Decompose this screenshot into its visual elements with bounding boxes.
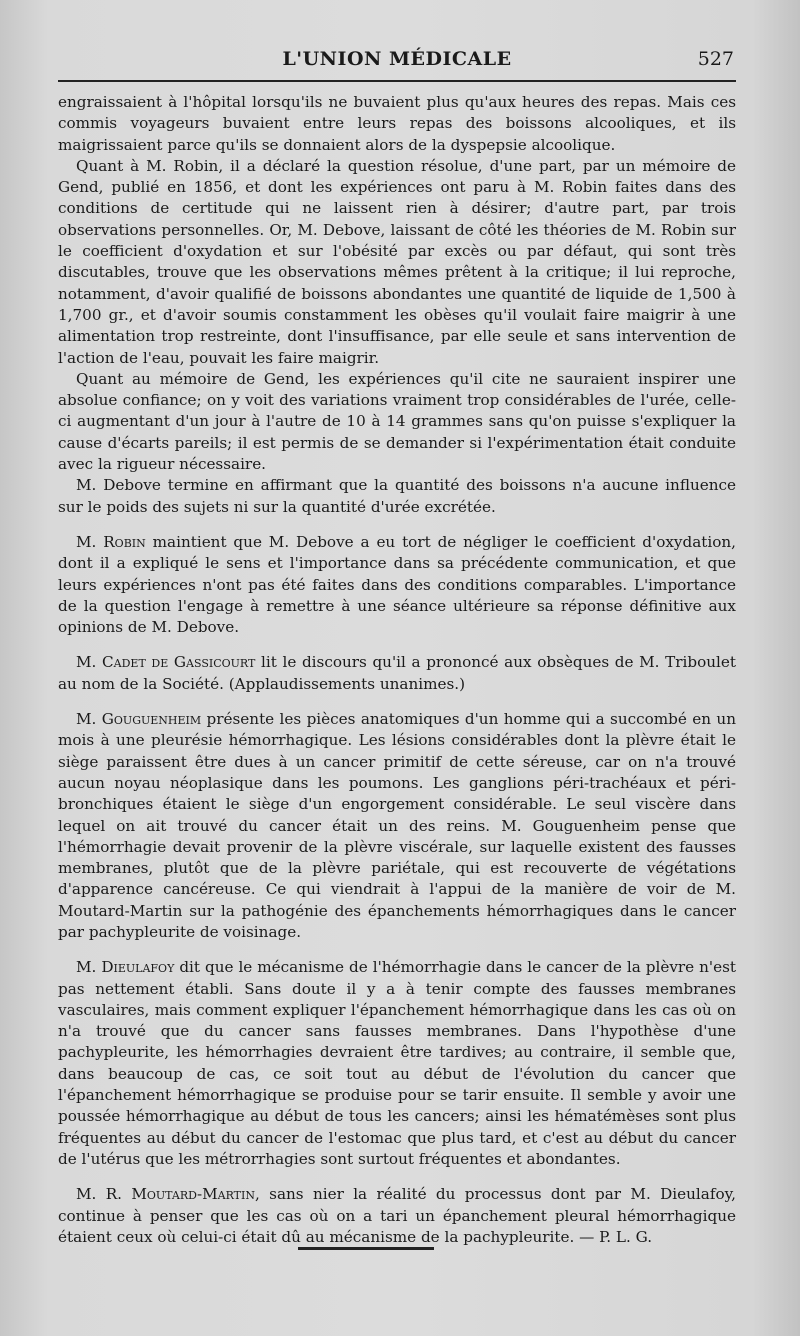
- paragraph-text: présente les pièces anatomiques d'un homme qui a succombé en un mois à une pleurésie hémorrhagique. Les lésions considérables dont la plèvre était le siège paraissent être dues à un cancer primitif de cette séreuse, car on n'a trouvé aucun noyau néoplasique dans les poumons. Les ganglions péri-trachéaux et péri-bronchiques étaient le siège d'un engorgement considérable. Le seul viscère dans lequel on ait trouvé du cancer était un des reins. M. Gouguenheim pense que l'hémorrhagie devait provenir de la plèvre viscérale, sur laquelle existent des fausses membranes, plutôt que de la plèvre pariétale, qui est recouverte de végétations d'apparence cancéreuse. Ce qui viendrait à l'appui de la manière de voir de M. Moutard-Martin sur la pathogénie des épanchements hémorrhagiques dans le cancer par pachypleurite de voisinage.: [58, 710, 736, 941]
- honorific: M.: [76, 710, 102, 729]
- paragraph-text: M. Debove termine en affirmant que la quantité des boissons n'a aucune influence sur le poids des sujets ni sur la quantité d'urée excrétée.: [58, 476, 736, 516]
- paragraph-2: [58, 156, 736, 369]
- paragraph-text: Quant à M. Robin, il a déclaré la question résolue, d'une part, par un mémoire de Gend, publié en 1856, et dont les expériences ont paru à M. Robin faites dans des conditions de certitude qui ne laissent rien à désirer; d'autre part, par trois observations personnelles. Or, M. Debove, laissant de côté les théories de M. Robin sur le coefficient d'oxydation et sur l'obésité par excès ou par défaut, qui sont très discutables, trouve que les observations mêmes prêtent à la critique; il lui reproche, notamment, d'avoir qualifié de boissons abondantes une quantité de liquide de 1,500 à 1,700 gr., et d'avoir soumis constamment les obèses qu'il voulait faire maigrir à une alimentation trop restreinte, dont l'insuffisance, par elle seule et sans intervention de l'action de l'eau, pouvait les faire maigrir.: [58, 156, 736, 367]
- paragraph-text: lit le discours qu'il a prononcé aux obsèques de M. Triboulet au nom de la Société. (Applaudissements unanimes.): [58, 653, 736, 693]
- honorific: M.: [76, 958, 102, 977]
- paragraph-dieulafoy: [58, 957, 736, 1170]
- paragraph-3: [58, 369, 736, 475]
- paragraph-text: Quant au mémoire de Gend, les expériences qu'il cite ne sauraient inspirer une absolue confiance; on y voit des variations vraiment trop considérables de l'urée, celle-ci augmentant d'un jour à l'autre de 10 à 14 grammes sans qu'on puisse s'expliquer la cause d'écarts pareils; il est permis de se demander si l'expérimentation était conduite avec la rigueur nécessaire.: [58, 369, 736, 474]
- running-title: L'UNION MÉDICALE: [282, 48, 512, 70]
- page-number: 527: [697, 48, 734, 70]
- paragraph-robin: [58, 532, 736, 638]
- paragraph-text: engraissaient à l'hôpital lorsqu'ils ne buvaient plus qu'aux heures des repas. Mais ces commis voyageurs buvaient entre leurs repas des boissons alcooliques, et ils maigrissaient parce qu'ils se donnaient alors de la dyspepsie alcoolique.: [58, 93, 736, 154]
- speaker-name: Dieulafoy: [101, 958, 175, 977]
- paragraph-moutard-martin: [58, 1184, 736, 1248]
- paragraph-4: [58, 475, 736, 518]
- speaker-name: Moutard-Martin: [131, 1185, 255, 1204]
- footer-rule: [298, 1247, 434, 1250]
- paragraph-text: dit que le mécanisme de l'hémorrhagie dans le cancer de la plèvre n'est pas nettement établi. Sans doute il y a à tenir compte des fausses membranes vasculaires, mais comment expliquer l'épanchement hémorrhagique dans les cas où on n'a trouvé que du cancer sans fausses membranes. Dans l'hypothèse d'une pachypleurite, les hémorrhagies devraient être tardives; au contraire, il semble que, dans beaucoup de cas, ce soit tout au début de l'évolution du cancer que l'épanchement hémorrhagique se produise pour se tarir ensuite. Il semble y avoir une poussée hémorrhagique au début de tous les cancers; ainsi les hématémèses sont plus fréquentes au début du cancer de l'estomac que plus tard, et c'est au début du cancer de l'utérus que les métrorrhagies sont surtout fréquentes et abondantes.: [58, 958, 736, 1168]
- honorific: M.: [76, 653, 103, 672]
- honorific: M.: [76, 532, 104, 551]
- speaker-name: Gouguenheim: [101, 710, 202, 729]
- article-body: [58, 92, 736, 1248]
- paragraph-text: maintient que M. Debove a eu tort de négliger le coefficient d'oxydation, dont il a expliqué le sens et l'importance dans sa précédente communication, et que leurs expériences n'ont pas été faites dans des conditions comparables. L'importance de la question l'engage à remettre à une séance ultérieure sa réponse définitive aux opinions de M. Debove.: [58, 532, 736, 637]
- paragraph-1: [58, 92, 736, 156]
- honorific: M. R.: [76, 1185, 132, 1204]
- page-header: [58, 44, 736, 76]
- paragraph-text: , sans nier la réalité du processus dont par M. Dieulafoy, continue à penser que les cas où on a tari un épanchement pleural hémorrhagique étaient ceux où celui-ci était dû au mécanisme de la pachypleurite. — P. L. G.: [58, 1185, 736, 1246]
- speaker-name: Cadet de Gassicourt: [102, 653, 256, 672]
- paragraph-cadet: [58, 652, 736, 695]
- speaker-name: Robin: [103, 532, 146, 551]
- header-rule: [58, 80, 736, 82]
- paragraph-gouguenheim: [58, 709, 736, 943]
